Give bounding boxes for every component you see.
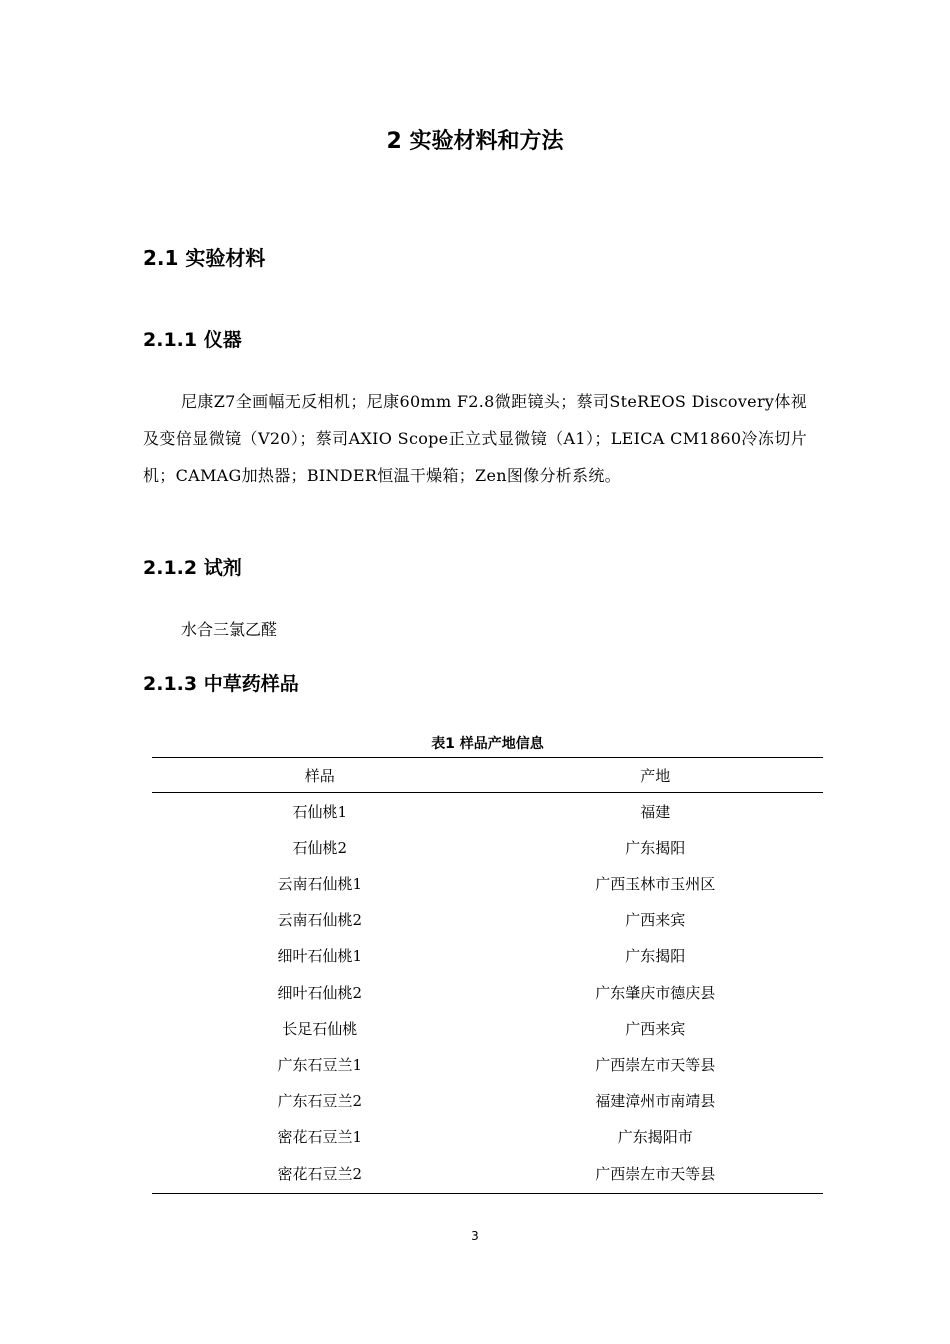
- table-row: [152, 1010, 823, 1046]
- table-row: [152, 1155, 823, 1194]
- origin-cell: 广东揭阳: [625, 947, 686, 966]
- table-caption: 表1 样品产地信息: [431, 736, 544, 752]
- reagents-heading: 2.1.2 试剂: [143, 557, 242, 579]
- sample-origin-table: [152, 757, 823, 1194]
- samples-heading: 2.1.3 中草药样品: [143, 673, 299, 695]
- sample-cell: 细叶石仙桃2: [277, 983, 363, 1002]
- table-row: [152, 1046, 823, 1082]
- table-row: [152, 1119, 823, 1155]
- origin-cell: 广西崇左市天等县: [595, 1055, 716, 1074]
- table-row: [152, 974, 823, 1010]
- table-row: [152, 938, 823, 974]
- sample-cell: 长足石仙桃: [282, 1019, 358, 1038]
- page-number: 3: [471, 1229, 479, 1243]
- origin-cell: 广西崇左市天等县: [488, 1155, 824, 1194]
- table-row: [152, 1083, 823, 1119]
- sample-cell: 石仙桃2: [292, 838, 348, 857]
- table-row: [152, 902, 823, 938]
- table-row: [152, 793, 823, 830]
- sample-cell: 石仙桃1: [292, 802, 348, 821]
- header-origin: 产地: [488, 758, 824, 793]
- origin-cell: 广西玉林市玉州区: [595, 874, 716, 893]
- sample-cell: 细叶石仙桃1: [277, 947, 363, 966]
- sample-cell: 云南石仙桃2: [277, 911, 363, 930]
- origin-cell: 广西来宾: [625, 911, 686, 930]
- sample-cell: 广东石豆兰1: [277, 1055, 363, 1074]
- sample-cell: 密花石豆兰2: [152, 1155, 488, 1194]
- sample-cell: 云南石仙桃1: [277, 874, 363, 893]
- instruments-paragraph: 尼康Z7全画幅无反相机；尼康60mm F2.8微距镜头；蔡司SteREOS Discovery体视及变倍显微镜（V20）；蔡司AXIO Scope正立式显微镜（A1）；LEICA CM1860冷冻切片机；CAMAG加热器；BINDER恒温干燥箱；Zen图像分析系统。: [143, 392, 807, 485]
- chapter-title: 2 实验材料和方法: [386, 129, 564, 154]
- origin-cell: 福建漳州市南靖县: [595, 1092, 716, 1111]
- table-row: [152, 829, 823, 865]
- origin-cell: 广东揭阳: [625, 838, 686, 857]
- origin-cell: 广东揭阳市: [617, 1128, 693, 1147]
- sample-cell: 广东石豆兰2: [277, 1092, 363, 1111]
- instruments-heading: 2.1.1 仪器: [143, 329, 242, 351]
- origin-cell: 广西来宾: [625, 1019, 686, 1038]
- section-title: 2.1 实验材料: [143, 246, 266, 270]
- origin-cell: 福建: [640, 802, 671, 821]
- reagents-paragraph: 水合三氯乙醛: [181, 620, 278, 639]
- table-row: [152, 865, 823, 901]
- origin-cell: 广东肇庆市德庆县: [595, 983, 716, 1002]
- table-header-row: [152, 758, 823, 793]
- sample-cell: 密花石豆兰1: [277, 1128, 363, 1147]
- header-sample: 样品: [152, 758, 488, 793]
